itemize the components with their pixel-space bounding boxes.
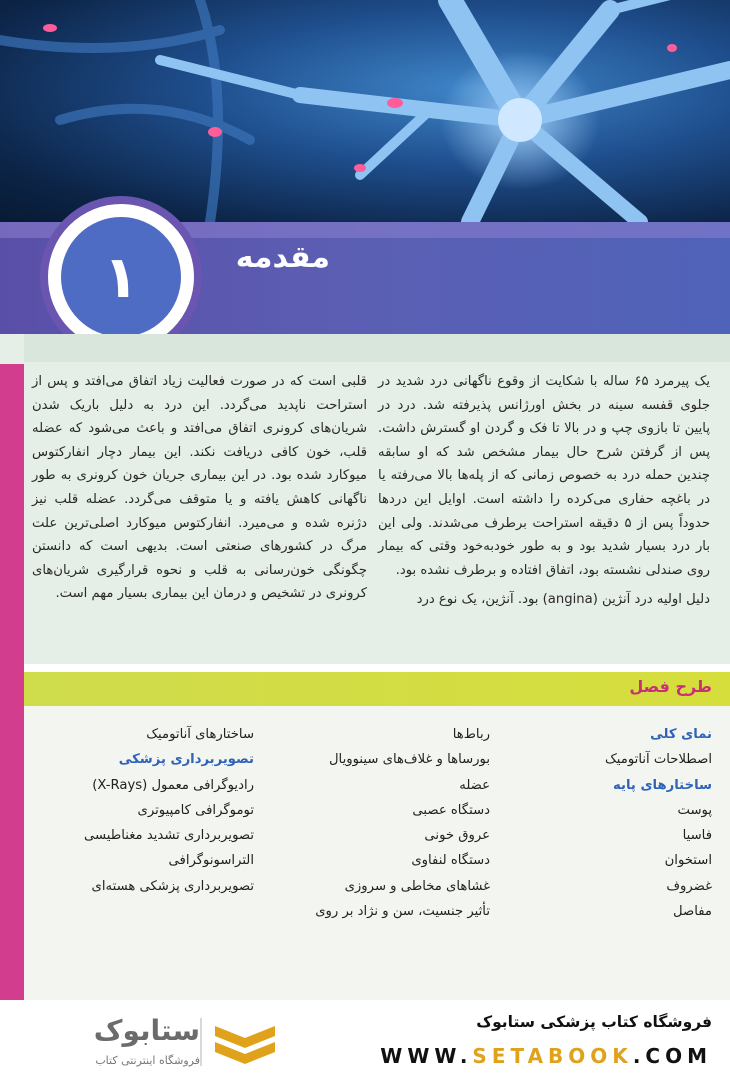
outline-heading: ساختارهای پایه [613,777,712,793]
outline-heading: نمای کلی [650,727,712,742]
logo-tagline: فروشگاه اینترنتی کتاب [95,1054,200,1067]
outline-item: دستگاه عصبی [412,802,490,818]
intro-top-strip [24,334,730,362]
outline-item: پوست [677,802,712,818]
outline-item: تأثیر جنسیت، سن و نژاد بر روی [315,904,490,920]
chapter-outline-bar [24,672,730,706]
chapter-outline-title: طرح فصل [629,677,712,696]
outline-item: اصطلاحات آناتومیک [604,752,712,768]
intro-column-left [32,370,367,612]
outline-item: تصویربرداری تشدید مغناطیسی [83,828,254,844]
logo-wordmark: ستابوک [93,1014,200,1047]
store-name: فروشگاه کتاب پزشکی ستابوک [476,1013,712,1031]
outline-item: فاسیا [682,828,712,844]
logo-divider [200,1018,202,1066]
url-accent: SETABOOK [472,1044,633,1068]
outline-item: رادیوگرافی معمول (X-Rays) [92,777,254,793]
outline-column-1 [552,722,712,924]
outline-item: مفاصل [673,904,712,920]
store-url[interactable] [380,1044,712,1068]
intro-paragraph: یک پیرمرد ۶۵ ساله با شکایت از وقوع ناگهانی درد شدید در جلوی قفسه سینه در بخش اورژانس پذیرفته شد. درد در پایین تا بازوی چپ و در بالا تا فک و گردن او گسترش داشت. پس از گرفتن شرح حال بیمار مشخص شد که او سابقه چندین حمله درد به خصوص زمانی که از پله‌ها بالا می‌رفته یا در باغچه حفاری می‌کرده را داشته است. اوایل این دردها حدوداً پس از ۵ دقیقه استراحت برطرف می‌شدند. ولی این بار درد بسیار شدید بود و به طور خودبه‌خود وقتی که بیمار روی صندلی نشسته بود، اتفاق افتاده و برطرف نشده بود. [378,374,710,578]
outline-column-3 [24,722,254,899]
outline-heading: تصویربرداری پزشکی [118,752,254,768]
outline-item: توموگرافی کامپیوتری [137,802,254,818]
outline-item: عروق خونی [424,828,490,844]
outline-item: ساختارهای آناتومیک [146,727,254,742]
book-logo-icon [210,1018,280,1068]
outline-item: التراسونوگرافی [168,853,254,869]
url-suffix: .COM [632,1044,712,1068]
outline-item: عضله [459,777,490,793]
outline-item: غشاهای مخاطی و سروزی [344,878,490,894]
chapter-number: ۱ [61,217,181,337]
page-margin-bar [0,364,24,1000]
neuron-hero-image [0,0,730,222]
intro-paragraph: دلیل اولیه درد آنژین (angina) بود. آنژین، یک نوع درد [416,592,710,608]
outline-item: دستگاه لنفاوی [411,853,490,869]
outline-item: بورساها و غلاف‌های سینوویال [328,752,490,768]
intro-column-right [378,370,710,618]
intro-paragraph: قلبی است که در صورت فعالیت زیاد اتفاق می‌افتد و پس از استراحت ناپدید می‌گردد. این درد به دلیل باریک شدن شریان‌های کرونری اتفاق می‌افتد و باعث می‌شود که عضله قلب، خون کافی دریافت نکند. این بیمار دچار انفارکتوس میوکارد شده بود. در این بیماری جریان خون کرونری به طور ناگهانی کاهش یافته و یا متوقف می‌گردد. عضله قلب نیز دژنره شده و می‌میرد. انفارکتوس میوکارد اصلی‌ترین علت مرگ در کشورهای صنعتی است. بدیهی است که دانستن چگونگی خون‌رسانی به قلب و نحوه قرارگیری شریان‌های کرونری در تشخیص و درمان این بیماری بسیار مهم است. [32,374,367,602]
outline-item: تصویربرداری پزشکی هسته‌ای [91,878,254,894]
chapter-title: مقدمه [235,240,330,275]
outline-item: رباط‌ها [452,727,490,742]
outline-item: استخوان [664,853,712,869]
outline-item: غضروف [666,878,712,894]
neuron-illustration [0,0,730,222]
outline-column-2 [280,722,490,924]
url-prefix: WWW. [380,1044,473,1068]
